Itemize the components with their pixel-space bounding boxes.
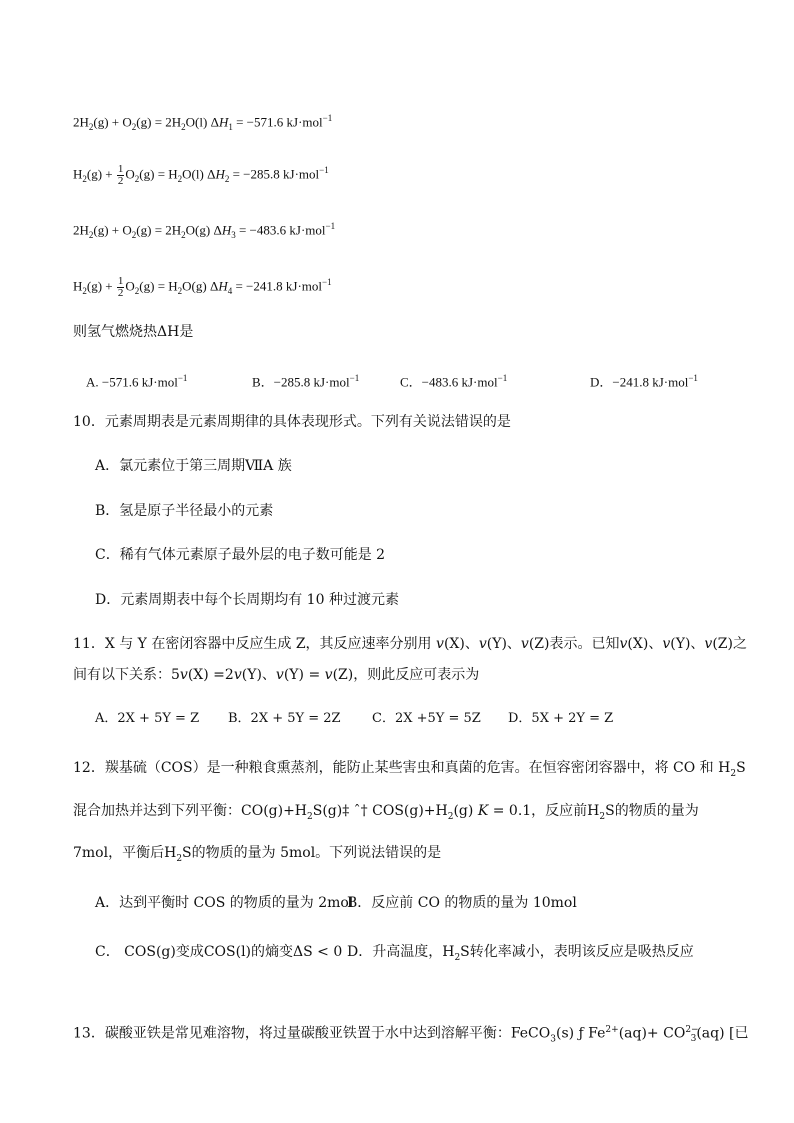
enthalpy-symbol: H [215, 166, 225, 182]
option-text: C．−483.6 kJ·mol [400, 374, 498, 390]
q12-option-b: B．反应前 CO 的物质的量为 10mol [347, 895, 577, 911]
q10-option-c: C．稀有气体元素原子最外层的电子数可能是 2 [95, 547, 386, 563]
eq1-text: O(l) Δ [185, 114, 219, 130]
q11-option-c: C．2X +5Y = 5Z [372, 711, 481, 726]
sup: −1 [688, 373, 698, 383]
eq3-text: (g) + O [93, 222, 132, 238]
equation-1 [73, 108, 332, 137]
equation-4 [73, 272, 332, 301]
eq2-text: = −285.8 kJ·mol [229, 166, 320, 182]
eq4-text: H [73, 278, 83, 294]
q9-option-a [86, 368, 187, 392]
equilibrium-constant-symbol: K [477, 803, 489, 819]
q11-text: 间有以下关系：5 [73, 667, 180, 683]
q11-text: (Z)之 [712, 636, 747, 652]
q12-option-d [347, 942, 694, 968]
eq1-text: 2H [73, 114, 89, 130]
rate-symbol: v [478, 636, 487, 652]
sub: 1 [228, 121, 233, 132]
q12-stem-line-3 [73, 843, 441, 869]
fraction-numerator: 1 [117, 274, 124, 287]
q12-text: 7mol，平衡后H [73, 845, 177, 861]
sub: 2 [134, 285, 140, 296]
rate-symbol: v [520, 636, 529, 652]
fraction-half [117, 164, 125, 187]
eq3-text: 2H [73, 222, 89, 238]
sup: −1 [322, 277, 332, 287]
q12-option-a: A．达到平衡时 COS 的物质的量为 2mol [95, 895, 354, 911]
q11-stem-line-2 [73, 665, 479, 685]
fraction-denominator: 2 [117, 286, 124, 299]
q9-question: 则氢气燃烧热ΔH是 [73, 324, 194, 340]
q11-option-a: A．2X + 5Y = Z [95, 711, 200, 726]
eq1-text: = −571.6 kJ·mol [232, 114, 323, 130]
rate-symbol: v [233, 667, 242, 683]
sub: 2 [82, 173, 87, 184]
fraction-denominator: 2 [117, 174, 124, 187]
sub: 2 [447, 811, 454, 822]
fraction-half [117, 276, 125, 299]
sup: 2− [685, 1025, 699, 1035]
eq3-text: = −483.6 kJ·mol [235, 222, 326, 238]
sub: 2 [134, 173, 140, 184]
rate-symbol: v [436, 636, 444, 652]
sub: 2 [224, 173, 230, 184]
sub: 2 [181, 121, 186, 132]
eq2-text: (g) = H [139, 166, 178, 182]
eq3-text: (g) = 2H [136, 222, 182, 238]
q11-text: (Y)、 [486, 636, 521, 652]
q11-text: (X)、 [627, 636, 663, 652]
q12-stem-line-2 [73, 801, 699, 827]
eq4-text: (g) = H [139, 278, 178, 294]
q11-text: (Z)表示。已知 [528, 636, 620, 652]
q9-option-c [400, 368, 507, 392]
q13-stem-line-1 [73, 1020, 748, 1049]
eq2-text: (g) + [86, 166, 116, 182]
sup: −1 [319, 165, 329, 175]
sub: 2 [307, 811, 313, 822]
q13-text: (aq)+ CO [618, 1025, 686, 1042]
rate-symbol: v [179, 667, 188, 683]
equation-2 [73, 160, 329, 189]
q13-text: (aq) [已 [696, 1025, 749, 1042]
q11-text: (Z)，则此反应可表示为 [332, 667, 480, 683]
sub: 3 [550, 1034, 556, 1045]
sub: 2 [177, 173, 183, 184]
sup: 2+ [605, 1025, 619, 1035]
q11-text: (Y)、 [241, 667, 276, 683]
q9-option-b [252, 368, 359, 392]
q13-text: (s) ƒ Fe [555, 1025, 606, 1042]
sub: 2 [599, 811, 606, 822]
sub: 2 [730, 768, 737, 779]
q12-text: S [736, 760, 746, 776]
eq4-text: O(g) Δ [182, 278, 219, 294]
q12-text: S转化率减小，表明该反应是吸热反应 [460, 944, 694, 960]
q12-stem-line-1 [73, 758, 746, 784]
option-text: A. −571.6 kJ·mol [86, 374, 178, 390]
q12-text: 12．羰基硫（COS）是一种粮食熏蒸剂，能防止某些害虫和真菌的危害。在恒容密闭容器中，将 CO 和 H [73, 760, 731, 776]
sup: −1 [177, 373, 188, 383]
q11-text: (Y)、 [670, 636, 705, 652]
q11-stem-line-1 [73, 634, 747, 654]
q11-option-d: D．5X + 2Y = Z [508, 711, 614, 726]
q10-stem: 10．元素周期表是元素周期律的具体表现形式。下列有关说法错误的是 [73, 414, 511, 430]
eq2-text: O(l) Δ [182, 166, 216, 182]
sup: −1 [325, 221, 336, 231]
eq1-text: (g) + O [93, 114, 132, 130]
sup: −1 [497, 373, 508, 383]
q9-option-d [590, 368, 698, 392]
q10-option-b: B．氢是原子半径最小的元素 [95, 503, 274, 519]
enthalpy-symbol: H [218, 278, 228, 294]
sub: 2 [176, 853, 183, 864]
sup: −1 [349, 373, 360, 383]
sub: 2 [131, 229, 137, 240]
q11-text: 11．X 与 Y 在密闭容器中反应生成 Z，其反应速率分别用 [73, 636, 437, 652]
sup: −1 [322, 113, 333, 123]
eq2-text: H [73, 166, 83, 182]
eq4-text: (g) + [86, 278, 116, 294]
enthalpy-symbol: H [221, 222, 232, 238]
equation-3 [73, 216, 335, 245]
q12-text: D．升高温度，H [347, 944, 455, 960]
rate-symbol: v [324, 667, 333, 683]
rate-symbol: v [704, 636, 713, 652]
q12-text: = 0.1，反应前H [488, 803, 600, 819]
q11-option-b: B．2X + 5Y = 2Z [228, 711, 341, 726]
sub: 4 [227, 285, 233, 296]
q10-option-a: A．氯元素位于第三周期ⅦA 族 [95, 458, 292, 474]
sub: 2 [454, 952, 461, 963]
rate-symbol: v [619, 636, 628, 652]
q11-text: (Y) = [283, 667, 325, 683]
rate-symbol: v [275, 667, 284, 683]
q12-text: (g) [453, 803, 478, 819]
fraction-numerator: 1 [117, 162, 124, 175]
q12-text: S(g)‡ ˆ† COS(g)+H [312, 803, 448, 819]
enthalpy-symbol: H [218, 114, 229, 130]
option-text: D．−241.8 kJ·mol [590, 374, 689, 390]
sub: 2 [177, 285, 183, 296]
q12-text: S的物质的量为 5mol。下列说法错误的是 [182, 845, 442, 861]
sub: 2 [181, 229, 186, 240]
eq3-text: O(g) Δ [185, 222, 222, 238]
q12-text: 混合加热并达到下列平衡：CO(g)+H [73, 803, 308, 819]
option-text: B．−285.8 kJ·mol [252, 374, 350, 390]
q11-text: (X)、 [443, 636, 479, 652]
q13-text: 13．碳酸亚铁是常见难溶物，将过量碳酸亚铁置于水中达到溶解平衡：FeCO [73, 1025, 551, 1042]
eq4-text: = −241.8 kJ·mol [232, 278, 322, 294]
q10-option-d: D．元素周期表中每个长周期均有 10 种过渡元素 [95, 592, 399, 608]
sub: 2 [131, 121, 137, 132]
q12-text: S的物质的量为 [605, 803, 699, 819]
q12-option-c: C． COS(g)变成COS(l)的熵变ΔS < 0 [95, 944, 343, 960]
sub: 3 [690, 1034, 697, 1045]
eq2-text: O [125, 166, 135, 182]
sub: 2 [88, 121, 94, 132]
eq4-text: O [125, 278, 135, 294]
q11-text: (X) =2 [187, 667, 234, 683]
sub: 3 [231, 229, 236, 240]
sub: 2 [88, 229, 94, 240]
eq1-text: (g) = 2H [136, 114, 182, 130]
sub: 2 [82, 285, 87, 296]
rate-symbol: v [662, 636, 671, 652]
